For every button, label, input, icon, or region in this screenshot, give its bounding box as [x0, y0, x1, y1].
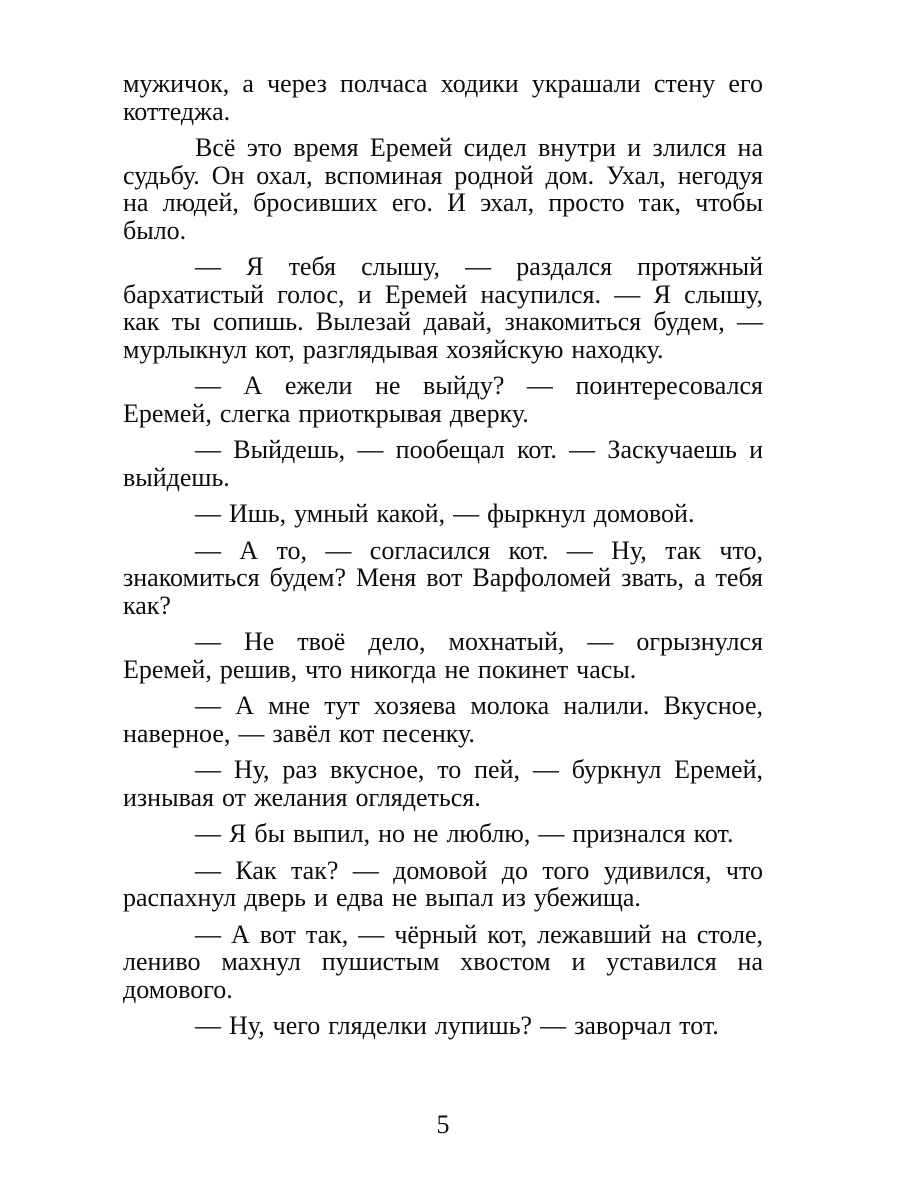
page-number: 5 [436, 1110, 450, 1139]
paragraph: — А мне тут хозяева молока налили. Вкусное, наверное, — завёл кот песенку. [123, 691, 763, 748]
paragraph: — А ежели не выйду? — поинтересовался Еремей, слегка приоткрывая дверку. [123, 371, 763, 428]
paragraph: — А вот так, — чёрный кот, лежавший на столе, лениво махнул пушистым хвостом и уставился на домового. [123, 919, 763, 1004]
paragraph: — Ну, раз вкусное, то пей, — буркнул Еремей, изнывая от желания оглядеться. [123, 755, 763, 812]
paragraph: — Ишь, умный какой, — фыркнул домовой. [195, 499, 695, 528]
paragraph: — Ну, чего гляделки лупишь? — заворчал тот. [195, 1011, 719, 1040]
paragraph: — Я тебя слышу, — раздался протяжный бархатистый голос, и Еремей насупился. — Я слышу, как ты сопишь. Вылезай давай, знакомиться будем, — мурлыкнул кот, разглядывая хозяйскую находку. [123, 252, 763, 364]
paragraph: Всё это время Еремей сидел внутри и злился на судьбу. Он охал, вспоминая родной дом. Ухал, негодуя на людей, бросивших его. И эхал, просто так, чтобы было. [123, 133, 763, 245]
paragraph: мужичок, а через полчаса ходики украшали стену его коттеджа. [123, 69, 763, 126]
page-text [123, 70, 763, 1049]
paragraph: — А то, — согласился кот. — Ну, так что, знакомиться будем? Меня вот Варфоломей звать, а тебя как? [123, 535, 763, 620]
paragraph: — Я бы выпил, но не люблю, — признался кот. [195, 819, 734, 848]
paragraph: — Выйдешь, — пообещал кот. — Заскучаешь и выйдешь. [123, 435, 763, 492]
paragraph: — Как так? — домовой до того удивился, что распахнул дверь и едва не выпал из убежища. [123, 855, 763, 912]
paragraph: — Не твоё дело, мохнатый, — огрызнулся Еремей, решив, что никогда не покинет часы. [123, 627, 763, 684]
